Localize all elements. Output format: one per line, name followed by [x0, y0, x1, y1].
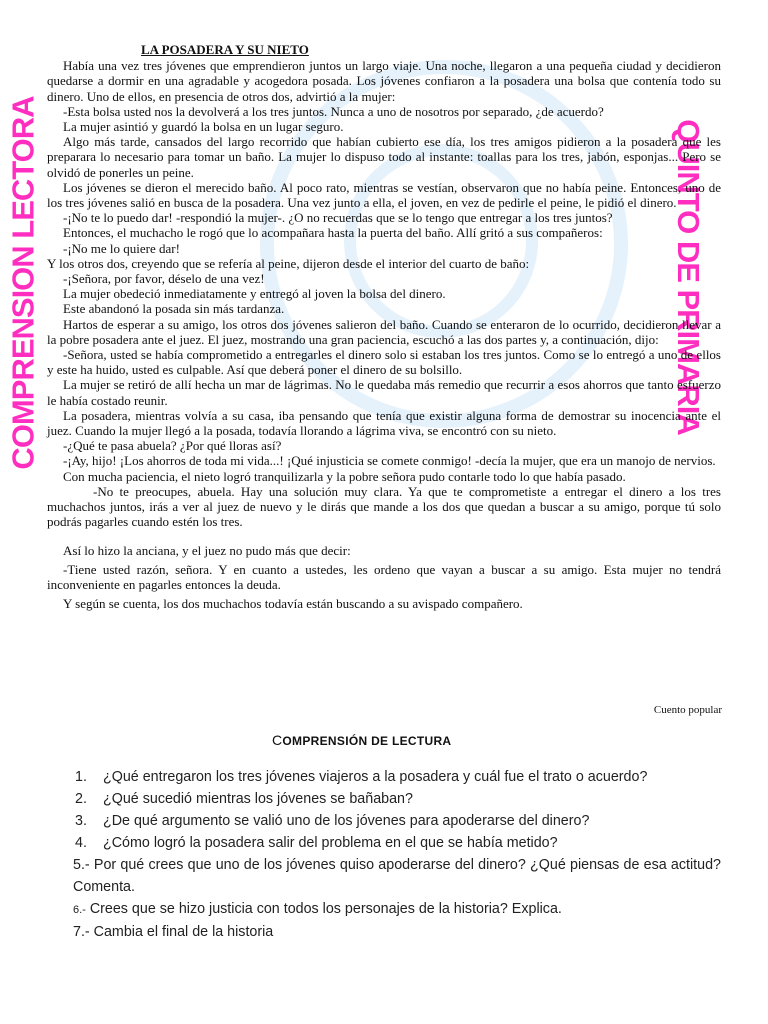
question-item	[73, 854, 721, 898]
question-number: 7.-	[73, 924, 90, 940]
story-paragraph: -¡Señora, por favor, déselo de una vez!	[63, 271, 265, 287]
story-paragraph: Y según se cuenta, los dos muchachos todavía están buscando a su avispado compañero.	[63, 596, 523, 612]
questions-list	[75, 766, 721, 943]
story-paragraph: Algo más tarde, cansados del largo recorrido que habían cubierto ese día, los tres amigos pidieron a la posadera que les preparara lo necesario para tomar un baño. La mujer lo dispuso todo al instante: toallas para los tres, jabón, esponjas... Pero se olvidó de ponerles un peine.	[47, 134, 721, 180]
question-number: 6.-	[73, 904, 86, 916]
story-paragraph: -Esta bolsa usted nos la devolverá a los tres juntos. Nunca a uno de nosotros por separado, ¿de acuerdo?	[63, 103, 604, 119]
story-paragraph: La mujer obedeció inmediatamente y entregó al joven la bolsa del dinero.	[63, 286, 446, 302]
story-paragraph: Así lo hizo la anciana, y el juez no pudo más que decir:	[63, 542, 351, 558]
question-item	[73, 921, 721, 943]
question-item	[75, 766, 721, 788]
question-item	[75, 788, 721, 810]
story-paragraph: -¡No me lo quiere dar!	[63, 240, 180, 256]
question-text: ¿Qué entregaron los tres jóvenes viajeros a la posadera y cuál fue el trato o acuerdo?	[103, 769, 648, 785]
story-paragraph: Y los otros dos, creyendo que se refería al peine, dijeron desde el interior del cuarto de baño:	[47, 255, 530, 271]
side-label-right-text: QUINTO DE PRIMARIA	[671, 119, 706, 435]
question-number: 3.	[75, 813, 87, 829]
question-number: 5.-	[73, 857, 90, 873]
question-text: Por qué crees que uno de los jóvenes quiso apoderarse del dinero? ¿Qué piensas de esa actitud? Comenta.	[73, 857, 721, 895]
question-text: Crees que se hizo justicia con todos los personajes de la historia? Explica.	[85, 901, 562, 917]
story-paragraph: Entonces, el muchacho le rogó que lo acompañara hasta la puerta del baño. Allí gritó a sus compañeros:	[63, 225, 603, 241]
story-paragraph: Con mucha paciencia, el nieto logró tranquilizarla y la pobre señora pudo contarle todo lo que había pasado.	[63, 468, 626, 484]
story-source: Cuento popular	[653, 704, 722, 716]
question-text: Cambia el final de la historia	[89, 924, 274, 940]
story-paragraph: -¡No te lo puedo dar! -respondió la mujer-. ¿O no recuerdas que se lo tengo que entregar a los tres juntos?	[63, 210, 613, 226]
story-paragraph: -Tiene usted razón, señora. Y en cuanto a ustedes, les ordeno que vayan a buscar a su amigo. Esta mujer no tendrá inconveniente en pagarles entonces la deuda.	[47, 561, 721, 592]
story-paragraph: -¡Ay, hijo! ¡Los ahorros de toda mi vida...! ¡Qué injusticia se comete conmigo! -decía la mujer, que era un manojo de nervios.	[63, 453, 716, 469]
question-item	[73, 898, 721, 921]
story-paragraph: -Señora, usted se había comprometido a entregarles el dinero solo si estaban los tres juntos. Como se lo entregó a uno de ellos y este ha huido, usted es culpable. Así que deberá poner el dinero de su bolsillo.	[47, 347, 721, 378]
question-number: 1.	[75, 769, 87, 785]
story-paragraph: Los jóvenes se dieron el merecido baño. Al poco rato, mientras se vestían, observaron que no había peine. Entonces, uno de los tres jóvenes salió en busca de la posadera. Una vez junto a ella, el joven, en vez de pedirle el peine, le pidió el dinero.	[47, 179, 721, 211]
story-paragraph: -¿Qué te pasa abuela? ¿Por qué lloras así?	[63, 438, 282, 454]
story-paragraph: Este abandonó la posada sin más tardanza.	[63, 301, 285, 317]
question-text: ¿Qué sucedió mientras los jóvenes se bañaban?	[103, 791, 413, 807]
questions-title-initial: C	[272, 732, 283, 748]
question-text: ¿Cómo logró la posadera salir del problema en el que se había metido?	[103, 835, 558, 851]
questions-title	[272, 732, 451, 748]
story-paragraph: La mujer asintió y guardó la bolsa en un lugar seguro.	[63, 119, 344, 135]
story-title: LA POSADERA Y SU NIETO	[141, 42, 309, 57]
question-number: 2.	[75, 791, 87, 807]
side-label-left	[2, 96, 46, 470]
question-item	[75, 810, 721, 832]
question-item	[75, 832, 721, 854]
question-number: 4.	[75, 835, 87, 851]
story-paragraph: Había una vez tres jóvenes que emprendieron juntos un largo viaje. Una noche, llegaron a una pequeña ciudad y decidieron quedarse a dormir en una agradable y acogedora posada. Los jóvenes confiaron a la posadera una bolsa que contenía todo su dinero. Uno de ellos, en presencia de otros dos, advirtió a la mujer:	[47, 58, 721, 104]
story	[47, 42, 721, 611]
story-paragraph: La mujer se retiró de allí hecha un mar de lágrimas. No le quedaba más remedio que recurrir a esos ahorros que tanto esfuerzo le había costado reunir.	[47, 377, 721, 408]
questions-title-rest: OMPRENSIÓN DE LECTURA	[282, 734, 452, 748]
story-paragraph: La posadera, mientras volvía a su casa, iba pensando que tenía que existir alguna forma de demostrar su inocencia ante el juez. Cuando la mujer llegó a la posada, todavía llorando a lágrima viva, se encontró con su nieto.	[47, 407, 721, 439]
question-text: ¿De qué argumento se valió uno de los jóvenes para apoderarse del dinero?	[103, 813, 590, 829]
story-paragraph: -No te preocupes, abuela. Hay una solución muy clara. Ya que te comprometiste a entregar el dinero a los tres muchachos juntos, irás a ver al juez de nuevo y le dirás que mande a los dos que quedan a buscar a su amigo, porque tú solo podrás pagarles cuando estén los tres.	[47, 483, 721, 530]
story-paragraph: Hartos de esperar a su amigo, los otros dos jóvenes salieron del baño. Cuando se enteraron de lo ocurrido, decidieron llevar a la pobre posadera ante el juez. El juez, mostrando una gran paciencia, escuchó a las dos partes y, a continuación, dijo:	[47, 316, 721, 347]
side-label-left-text: COMPRENSION LECTORA	[6, 96, 41, 470]
